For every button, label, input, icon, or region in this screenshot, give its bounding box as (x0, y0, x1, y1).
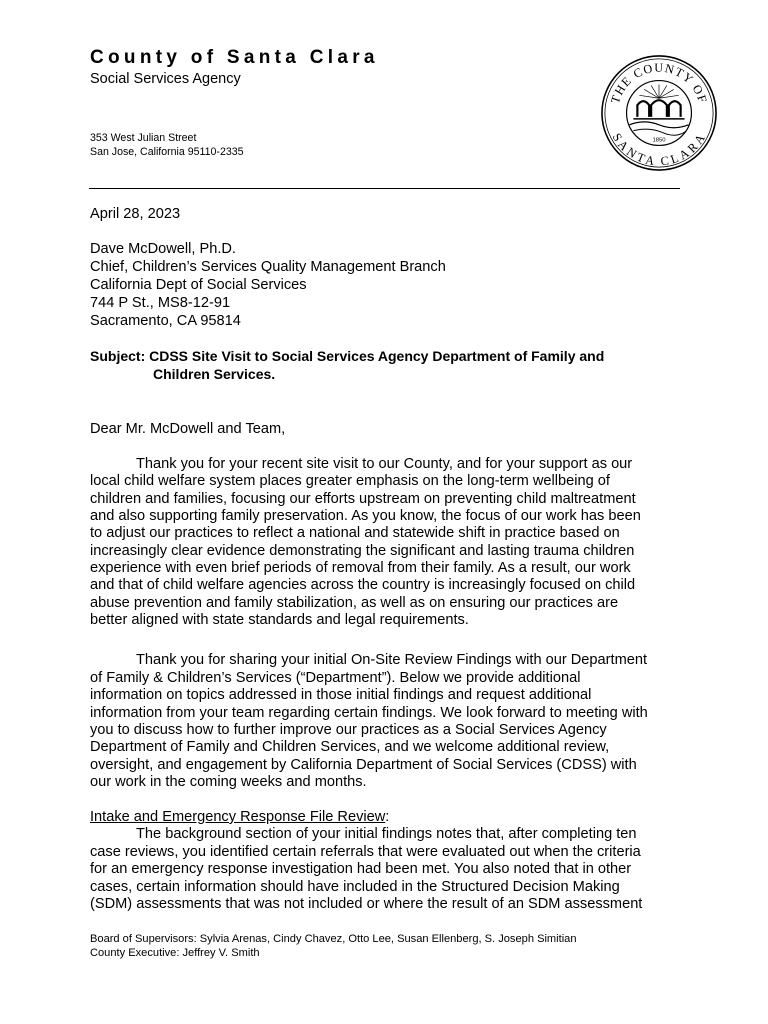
paragraph-line: Thank you for your recent site visit to our County, and for your support as our (136, 456, 633, 472)
paragraph-line: Department of Family and Children Services, and we welcome additional review, (90, 739, 610, 755)
paragraph-line: The background section of your initial findings notes that, after completing ten (136, 826, 637, 842)
section-heading (90, 809, 389, 826)
paragraph-line: information from your team regarding certain findings. We look forward to meeting with (90, 705, 648, 721)
svg-text:SANTA CLARA (610, 131, 709, 169)
paragraph-line: our work in the coming weeks and months. (90, 774, 367, 790)
footer-executive: County Executive: Jeffrey V. Smith (90, 947, 260, 959)
recipient-line: 744 P St., MS8-12-91 (90, 295, 231, 311)
paragraph-line: experience with even brief periods of removal from their family. As a result, our work (90, 560, 631, 576)
paragraph-line: Thank you for sharing your initial On-Site Review Findings with our Department (136, 652, 648, 668)
section-heading-text: Intake and Emergency Response File Review (90, 809, 386, 825)
letter-date: April 28, 2023 (90, 206, 181, 222)
paragraph-line: children and families, focusing our efforts upstream on preventing child maltreatment (90, 491, 636, 507)
paragraph-line: oversight, and engagement by California Department of Social Services (CDSS) with (90, 757, 637, 773)
section-heading-colon: : (385, 809, 390, 825)
recipient-line: Dave McDowell, Ph.D. (90, 241, 236, 257)
subject-line-continued: Children Services. (153, 366, 276, 382)
paragraph-line: cases, certain information should have included in the Structured Decision Making (90, 879, 620, 895)
paragraph-line: better aligned with state standards and legal requirements. (90, 612, 469, 628)
paragraph-line: and also supporting family preservation. As you know, the focus of our work has been (90, 508, 641, 524)
paragraph-line: for an emergency response investigation had been met. You also noted that in other (90, 861, 632, 877)
paragraph-line: increasingly clear evidence demonstrating the significant and lasting trauma children (90, 543, 635, 559)
agency-name: Social Services Agency (90, 71, 241, 87)
paragraph-line: local child welfare system places greater emphasis on the long-term wellbeing of (90, 473, 610, 489)
paragraph-line: case reviews, you identified certain referrals that were evaluated out when the criteria (90, 844, 641, 860)
seal-bottom-text: SANTA CLARA (609, 130, 709, 169)
paragraph-line: and that of child welfare agencies across the country is increasingly focused on child (90, 577, 636, 593)
paragraph-line: of Family & Children’s Services (“Department”). Below we provide additional (90, 670, 581, 686)
paragraph-line: information on topics addressed in those initial findings and request additional (90, 687, 592, 703)
subject-line: Subject: CDSS Site Visit to Social Services Agency Department of Family and (90, 348, 605, 364)
seal-top-text: THE COUNTY OF (607, 60, 711, 106)
recipient-line: California Dept of Social Services (90, 277, 307, 293)
recipient-line: Sacramento, CA 95814 (90, 313, 241, 329)
seal-year: 1850 (652, 137, 666, 144)
recipient-line: Chief, Children’s Services Quality Management Branch (90, 259, 446, 275)
address-street: 353 West Julian Street (90, 132, 197, 144)
salutation: Dear Mr. McDowell and Team, (90, 421, 286, 437)
county-name: County of Santa Clara (90, 47, 379, 68)
svg-text:THE COUNTY OF (608, 61, 710, 105)
paragraph-line: you to discuss how to further improve our practices as a Social Services Agency (90, 722, 607, 738)
address-city: San Jose, California 95110-2335 (90, 146, 244, 158)
paragraph-line: (SDM) assessments that was not included or where the result of an SDM assessment (90, 896, 643, 912)
letterhead-divider (89, 188, 680, 189)
footer-board: Board of Supervisors: Sylvia Arenas, Cindy Chavez, Otto Lee, Susan Ellenberg, S. Joseph Simitian (90, 933, 577, 945)
county-seal-icon (600, 54, 718, 172)
paragraph-line: abuse prevention and family stabilization, as well as on ensuring our practices are (90, 595, 619, 611)
paragraph-line: to adjust our practices to reflect a national and statewide shift in practice based on (90, 525, 620, 541)
